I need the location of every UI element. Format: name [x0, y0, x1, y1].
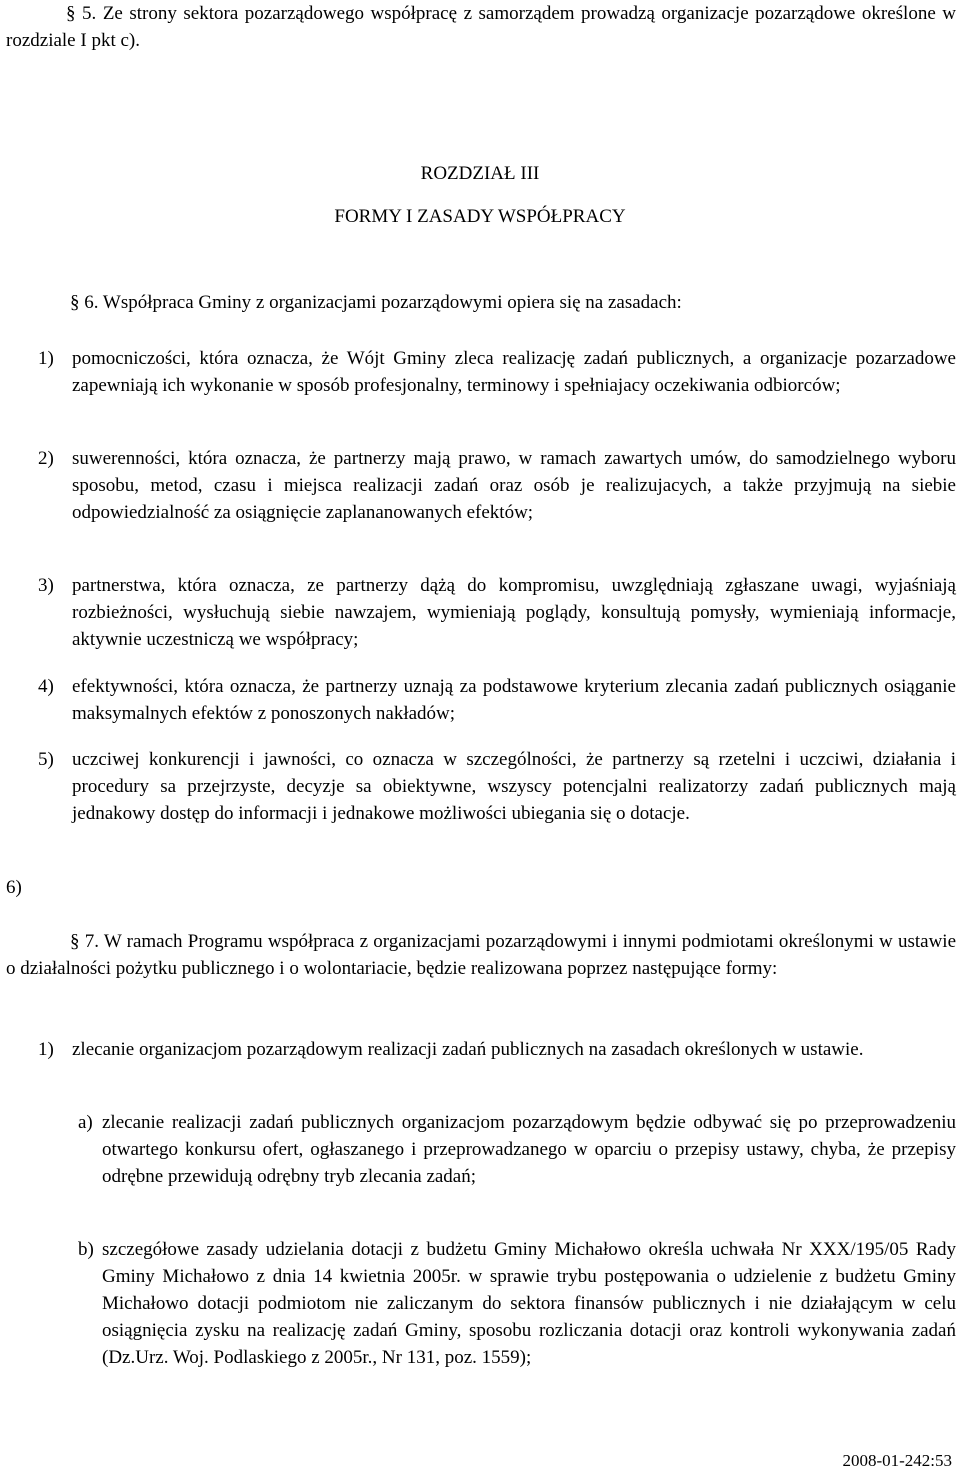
s7-subitem-a-letter: a): [78, 1112, 93, 1133]
s6-item-1-text: pomocniczości, która oznacza, że Wójt Gminy zleca realizację zadań publicznych, a organizacje pozarzadowe zapewniają ich wykonanie w sposób profesjonalny, terminowy i spełniajacy oczekiwania odbiorców;: [72, 348, 956, 396]
s6-item-4-number: 4): [38, 676, 54, 697]
s7-item-1-number: 1): [38, 1039, 54, 1060]
s6-item-4: [38, 673, 956, 727]
chapter-title-text: ROZDZIAŁ III: [420, 163, 540, 184]
s6-item-5-number: 5): [38, 749, 54, 770]
paragraph-s6: [70, 289, 950, 316]
paragraph-s5-text: Ze strony sektora pozarządowego współpracę z samorządem prowadzą organizacje pozarządowe określone w rozdziale I pkt c).: [6, 3, 957, 51]
footer-timestamp: 2008-01-242:53: [842, 1451, 952, 1470]
s6-item-1-number: 1): [38, 348, 54, 369]
chapter-subtitle-text: FORMY I ZASADY WSPÓŁPRACY: [334, 206, 626, 227]
section-mark-7: § 7.: [70, 931, 99, 952]
paragraph-s7-text: W ramach Programu współpraca z organizacjami pozarządowymi i innymi podmiotami określonymi w ustawie o działalności pożytku publicznego i o wolontariacie, będzie realizowana poprzez następujące formy:: [6, 931, 956, 979]
s6-item-1: [38, 345, 956, 399]
section-mark-5: § 5.: [66, 3, 97, 24]
s6-item-3: [38, 572, 956, 653]
chapter-title: [0, 160, 960, 187]
s6-item-5: [38, 746, 956, 827]
paragraph-s5: [6, 0, 956, 54]
stray-item-number: 6): [6, 877, 22, 898]
s7-item-1-text: zlecanie organizacjom pozarządowym realizacji zadań publicznych na zasadach określonych w ustawie.: [72, 1039, 864, 1060]
s7-item-1: [38, 1036, 956, 1063]
s6-item-3-number: 3): [38, 575, 54, 596]
s7-subitem-b-letter: b): [78, 1239, 94, 1260]
s7-subitem-b-text: szczegółowe zasady udzielania dotacji z budżetu Gminy Michałowo określa uchwała Nr XXX/195/05 Rady Gminy Michałowo z dnia 14 kwietnia 2005r. w sprawie trybu postępowania o udzielenie z budżetu Gminy Michałowo dotacji podmiotom nie zaliczanym do sektora finansów publicznych i nie działającym w celu osiągnięcia zysku na realizację zadań Gminy, sposobu rozliczania dotacji oraz kontroli wykonywania zadań (Dz.Urz. Woj. Podlaskiego z 2005r., Nr 131, poz. 1559);: [102, 1239, 956, 1368]
section-mark-6: § 6.: [70, 292, 99, 313]
s6-item-3-text: partnerstwa, która oznacza, ze partnerzy dążą do kompromisu, uwzględniają zgłaszane uwagi, wyjaśniają rozbieżności, wysłuchują siebie nawzajem, wymieniają poglądy, konsultują pomysły, wymieniają informacje, aktywnie uczestniczą we współpracy;: [72, 575, 956, 650]
s6-item-2-number: 2): [38, 448, 54, 469]
s7-subitem-b: [78, 1236, 956, 1371]
s7-subitem-a: [78, 1109, 956, 1190]
s7-subitem-a-text: zlecanie realizacji zadań publicznych organizacjom pozarządowym będzie odbywać się po przeprowadzeniu otwartego konkursu ofert, ogłaszanego i przeprowadzanego w oparciu o przepisy ustawy, chyba, że przepisy odrębne przewidują odrębny tryb zlecania zadań;: [102, 1112, 956, 1187]
s6-item-2: [38, 445, 956, 526]
paragraph-s6-text: Współpraca Gminy z organizacjami pozarządowymi opiera się na zasadach:: [102, 292, 682, 313]
s6-item-2-text: suwerenności, która oznacza, że partnerzy mają prawo, w ramach zawartych umów, do samodzielnego wyboru sposobu, metod, czasu i miejsca realizacji zadań oraz osób je realizujacych, a także przyjmują na siebie odpowiedzialność za osiągnięcie zaplananowanych efektów;: [72, 448, 956, 523]
s6-item-4-text: efektywności, która oznacza, że partnerzy uznają za podstawowe kryterium zlecania zadań publicznych osiąganie maksymalnych efektów z ponoszonych nakładów;: [72, 676, 956, 724]
paragraph-s7: [6, 928, 956, 982]
s6-item-5-text: uczciwej konkurencji i jawności, co oznacza w szczególności, że partnerzy są rzetelni i uczciwi, działania i procedury sa przejrzyste, decyzje sa obiektywne, wszyscy potencjalni realizatorzy zadań publicznych mają jednakowy dostęp do informacji i jednakowe możliwości ubiegania się o dotacje.: [72, 749, 956, 824]
chapter-subtitle: [0, 203, 960, 230]
